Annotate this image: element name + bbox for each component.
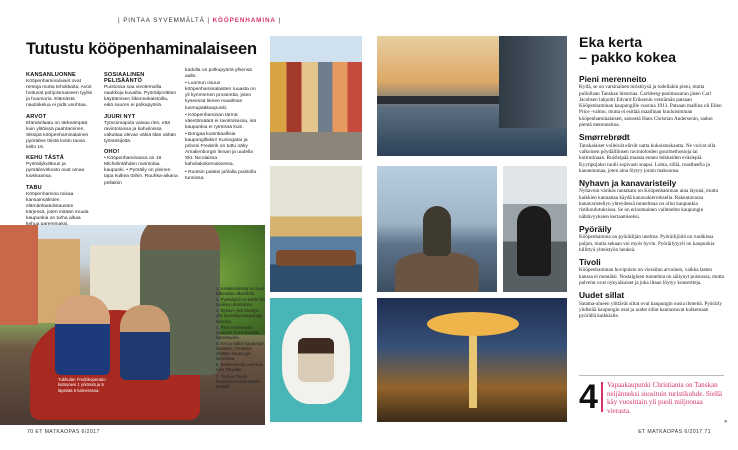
bullet-item: • Luomun osuus kööpenhaminalaisten ruuasta on yli kymmenen prosenttia, joten kyseessä lienee maailman luomupääkaupunki. bbox=[185, 81, 256, 111]
section-heading: Pieni merenneito bbox=[579, 74, 647, 84]
text-juuri-nyt: Työvoimapula vaivaa rien, että ravintoloissa ja kahviloissa valtuttaa olevan väkiä tilan vähän työntekijöitä. bbox=[104, 120, 177, 144]
column-3 bbox=[185, 68, 257, 183]
caption-item: 4. Pieni merenneito kuuluisin kiven-kuvasto katseltaviksi. bbox=[216, 324, 260, 340]
caption-item: 3. Nyhavn yksi kävelyä yhä suosittuja kaupungin tarinoita. bbox=[216, 308, 263, 324]
text-kehu: Pyöräilykulttuuri ja pyöräilevirkosto ovat omaa luokkaansa. bbox=[26, 162, 85, 180]
page-number-left: 70 ET MATKAOPAS 6/2017 bbox=[27, 429, 100, 435]
section-text: Satama-alueen ylittävät siltat ovat kaupungin uusia ihmeitä. Pyöräily yhdistää kaupungin osat ja uudet sillat kannustavat kulkemaan pyörällä kaikkialle. bbox=[579, 300, 722, 320]
heading-juuri-nyt: JUURI NYT bbox=[104, 113, 136, 120]
section-heading: Nyhavn ja kanavaristeily bbox=[579, 178, 677, 189]
bridge-photo bbox=[377, 36, 567, 156]
text-oho: • Kööpenhaminassa on 18 Michelintähden ravintolaa kaupunki. • Pyöräily on yleinen tapa kulkea töihin. Ruuhka-aikana pöllakiin bbox=[104, 156, 178, 186]
right-body bbox=[579, 70, 724, 320]
section-text: Nyhavnin värikäs rantakatu on Kööpenhaminan aina täynnä, mutta kaikkien kannattaa käydä kanavakierroksella. Rakentavassa kanavaristeilyn yhteydessä tunnelmaa on ollut kaupunkia ristikoulutuksissa. Se on erinomainen vaihtoehto kaupungin nähtävyyksien kertaamiseksi. bbox=[579, 188, 718, 220]
col3-intro: kadulla on polkupyöriä ylhensä aallo. bbox=[185, 68, 252, 80]
column-1 bbox=[26, 68, 94, 228]
bullet-item: • Kööpenhaminan tärmä väestömäärä ei ravintoloissa, isä kaupunkia ei rytmissä kuin. bbox=[185, 112, 256, 130]
fact-text: Vapaakaupunki Christiania on Tanskan neljänneksi suosituin turistikohde. Siellä käy vuosittain yli puoli miljoonaa vierasta. bbox=[607, 381, 723, 415]
section-text: Tanskalaiset voileivät elävät uutta kukoistuskautta. Ne voivat olla valkoinen pöydälllinsen ravintoloiden gourmethostoja tai kotirutinaan. Ruisleipää maasta ennen leikkeiden eväslepiä. Kyytipojaksi tuulii sopivasti snapsi. Lohta, silliä, roastbeefia ja kananmunaa, joten aina löytyy jotain makuunsa. bbox=[579, 142, 716, 174]
fact-accent-bar bbox=[601, 382, 603, 412]
fact-number: 4 bbox=[579, 378, 598, 416]
heading-oho: OHO! bbox=[104, 149, 120, 156]
page-title: Tutustu kööpenhaminalaiseen bbox=[26, 40, 257, 58]
text-kansanluonne: Kööpenhaminalaiset ovat rentoja mutta tehokkaita. Avoit hottuvat pohjoismaiseen tyyliin ja huumoria. Elämästä nautiskelua ei pidä unohtaa. bbox=[26, 79, 93, 109]
cyclist-photo bbox=[503, 166, 567, 292]
tivoli-photo bbox=[377, 298, 567, 422]
page-number-right: ET MATKAOPAS 6/2017 71 bbox=[638, 429, 711, 435]
section-heading: Smørrebrødt bbox=[579, 132, 630, 143]
heading-kansanluonne: KANSANLUONNE bbox=[26, 72, 76, 78]
section-heading: Pyöräily bbox=[579, 223, 612, 234]
family-photo-caption: Tukhulan Fredrikoperatio katsooesi 1 yrkössä ja 5 lapsista 5 kamerassa. bbox=[58, 377, 106, 393]
caption-item: 5. Kivi ja kalliot kaupungin taustaksi. Fitnessiä yhtäältä kaupungin tarinoissa. bbox=[216, 340, 265, 362]
fact-box bbox=[579, 375, 724, 416]
text-tabu: Kööpenhamina toisaa kansainvälisten elämänlaatulistausten kärjessä, joten mitään muuta kaupunkia on turha alkaa bbox=[26, 191, 89, 221]
section-text: Kööpenhaminan huvipuisto on vierailun arvoinen, vaikka lasten kanssa ei mentäisi. Nostalginen tunnelma on säilynyt puistossa, mutta palvelut ovat nykyaikaiset ja joka iltaan löytyy konsertteja. bbox=[579, 267, 724, 287]
section-heading: Uudet sillat bbox=[579, 290, 625, 301]
right-title-line2: – pakko kokea bbox=[579, 50, 677, 66]
dessert-photo bbox=[270, 298, 362, 422]
right-title bbox=[579, 36, 676, 66]
right-title-line1: Eka kerta bbox=[579, 35, 643, 51]
numbered-captions bbox=[216, 286, 266, 390]
heading-kehu: KEHU TÄSTÄ bbox=[26, 155, 65, 162]
heading-sosiaalinen: SOSIAALINEN PELISÄÄNTÖ bbox=[104, 72, 145, 85]
text-arvot: Elämänlaatu on tärkeämpää kuin ylitöissä paahtaminen. Siksipä kööpenhaminalainen pyöräilee töistä kotiin taosa kello 16. bbox=[26, 120, 89, 151]
mermaid-photo bbox=[377, 166, 497, 292]
continue-arrows-icon: » bbox=[724, 419, 728, 425]
heading-tabu: TABU bbox=[26, 184, 42, 191]
caption-item: 7. Tivoli ja Tivolin huvitukset rahoitukseksi kesällä. bbox=[216, 373, 261, 389]
text-sosiaalinen: Puistossa saa vieolemoilla naukkoja kuvailla. Pyöräilyreittien käyttämisen liikennekaistoilla, eikä suuren ei polkupyöriä. bbox=[104, 85, 177, 109]
column-2 bbox=[104, 68, 178, 187]
bullet-item: • Ruotsin palatsi juhlalla puistolla tunnissa. bbox=[185, 169, 257, 181]
heading-arvot: ARVOT bbox=[26, 113, 47, 120]
right-page bbox=[369, 0, 738, 450]
caption-item: 1. Kesäkaudessa on suuri kalleuksia ulkoviihde. bbox=[216, 286, 265, 297]
bullet-item: • Bongaa kuninkaallisia kaupungillakin! Kuningatar ja prinssi Frederik on tuttu näky Amalienborgin linnan ja uudella Skt. Nicolaissa kahvilakokemuksessa. bbox=[185, 131, 253, 168]
street-photo bbox=[270, 36, 362, 160]
section-heading: Tivoli bbox=[579, 257, 601, 268]
caption-item: 6. Smørrebrødit ovat kuin näin Tokyolla! bbox=[216, 362, 264, 373]
section-text: Kööpenhamina on pyöräilijän unelma. Pyöräilijöitä on ruuhkissa paljon, mutta sekaan voi myös hyvin. Pyöräilytyyli on kaupunkia hillittyä yhteistyön henkeä. bbox=[579, 234, 715, 253]
caption-item: 2. Pyöräilykin on kaikki ilta tuulissa ulkotiloissa. bbox=[216, 297, 265, 308]
section-text: Kyllä, se on varsinainen turistirysä ja todellakin pieni, mutta pullollaan Tanskan historiaa. Carlsberg-panimoauran jäsen Carl Jacobsen lahjoitti Edvard Eriksenin veistämän patsaan Kööpenhaminan kaupungille vuonna 1913. Patsaan mallina oli Ellen Price -valmo, mutta ei esittää maailman kuuluisimman kööpenhaminalaisen, satusetä Hans Christian Andersenin, sadun pientä merenneitoa. bbox=[579, 84, 722, 129]
section-kicker: | PINTAA SYVEMMÄLTÄ | KÖÖPENHAMINA | bbox=[118, 17, 282, 24]
harbor-photo bbox=[270, 166, 362, 292]
